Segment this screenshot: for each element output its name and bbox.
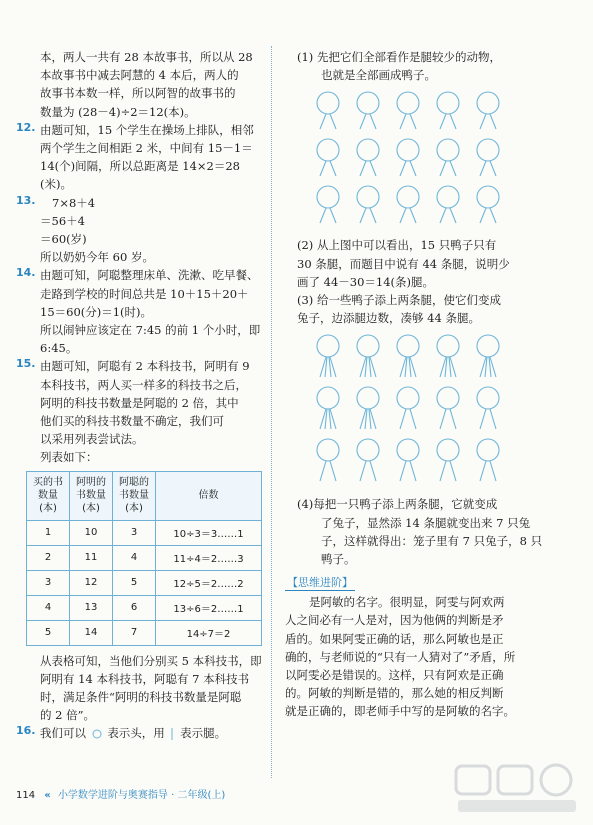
- text-line: 由题可知，阿聪有 2 本科技书，阿明有 9: [40, 359, 250, 374]
- table-cell: 10: [70, 520, 113, 545]
- page-number: 114: [16, 790, 36, 801]
- table-cell: 11÷4＝2……3: [156, 545, 262, 570]
- text-line: 是阿敏的名字。很明显，阿雯与阿欢两: [309, 595, 505, 610]
- table-cell: 7: [113, 620, 156, 645]
- rabbit-figure: [397, 335, 419, 377]
- text-line: (米)。: [40, 177, 72, 192]
- text-line: 本，两人一共有 28 本故事书，所以从 28: [40, 50, 253, 64]
- text-line: 故事书本数一样，所以阿智的故事书的: [40, 86, 236, 101]
- rabbit-figure: [437, 335, 459, 377]
- question-number: 13.: [16, 193, 36, 207]
- question-12: [16, 121, 266, 194]
- duck-figure: [437, 139, 459, 176]
- table-cell: 12: [70, 570, 113, 595]
- duck-figure: [477, 139, 499, 176]
- table-cell: 11: [70, 545, 113, 570]
- text-line: 由题可知，15 个学生在操场上排队，相邻: [40, 122, 254, 137]
- table-cell: 12÷5＝2……2: [156, 570, 262, 595]
- table-header: 买的书 数量 (本): [27, 471, 70, 520]
- text-line: 本科技书，两人买一样多的科技书之后，: [40, 377, 247, 392]
- table-cell: 13÷6＝2……1: [156, 595, 262, 620]
- duck-figure: [397, 92, 419, 129]
- question-13: [16, 194, 266, 267]
- text-line: 阿明有 14 本科技书，阿聪有 7 本科技书: [40, 671, 250, 686]
- text-line: 他们买的科技书数量不确定，我们可: [40, 414, 224, 429]
- text-fragment: 表示头，用: [107, 726, 165, 741]
- rabbit-figure: [357, 387, 379, 429]
- trial-table: [26, 471, 262, 646]
- table-row: [27, 545, 262, 570]
- ducks-and-rabbits-figure: [303, 331, 513, 491]
- table-cell: 1: [27, 520, 70, 545]
- table-cell: 3: [113, 520, 156, 545]
- text-line: 15＝60(分)＝1(时)。: [40, 304, 153, 319]
- table-cell: 14÷7＝2: [156, 620, 262, 645]
- table-header: 阿明的 书数量 (本): [70, 471, 113, 520]
- text-line: 时，满足条件“阿明的科技书数量是阿聪: [40, 690, 242, 705]
- text-line: 也就是全部画成鸭子。: [321, 68, 436, 83]
- duck-figure: [477, 387, 499, 429]
- text-line: [40, 724, 266, 742]
- rabbit-figure: [357, 335, 379, 377]
- duck-figure: [317, 439, 339, 481]
- text-line: 6:45。: [40, 341, 78, 356]
- question-16: [16, 724, 266, 742]
- table-row: [27, 570, 262, 595]
- text-line: 了兔子，显然添 14 条腿就变出来 7 只兔: [321, 515, 531, 530]
- table-cell: 10÷3＝3……1: [156, 520, 262, 545]
- table-row: [27, 520, 262, 545]
- duck-figure: [477, 439, 499, 481]
- text-line: 列表如下：: [40, 450, 98, 465]
- text-line: 从表格可知，当他们分别买 5 本科技书，即: [40, 653, 262, 668]
- question-number: 12.: [16, 120, 36, 134]
- text-line: 以阿雯必是错误的。这样，只有阿欢是正确: [285, 668, 504, 683]
- duck-figure: [317, 186, 339, 223]
- text-line: 所以闹钟应该定在 7:45 的前 1 个小时，即: [40, 323, 261, 338]
- text-line: 的。阿敏的判断是错的，那么她的相反判断: [285, 686, 504, 701]
- table-cell: 3: [27, 570, 70, 595]
- text-line: 本故事书中减去阿慧的 4 本后，两人的: [40, 68, 239, 83]
- text-line: ＝56＋4: [40, 213, 85, 228]
- text-line: ＝60(岁): [40, 232, 87, 247]
- duck-figure: [397, 387, 419, 429]
- text-line: (2) 从上图中可以看出，15 只鸭子只有: [297, 238, 497, 253]
- table-header: 阿聪的 书数量 (本): [113, 471, 156, 520]
- question-number: 16.: [16, 724, 36, 738]
- table-cell: 5: [27, 620, 70, 645]
- duck-figure: [437, 439, 459, 481]
- text-line: (4)每把一只鸭子添上两条腿，它就变成: [297, 497, 498, 512]
- right-column: [285, 48, 577, 721]
- ducks-figure: [303, 88, 513, 232]
- text-line: 鸭子。: [321, 552, 356, 567]
- leg-symbol-icon: [168, 728, 176, 740]
- rabbit-figure: [317, 335, 339, 377]
- text-line: 阿明的科技书数量是阿聪的 2 倍，其中: [40, 395, 239, 410]
- duck-figure: [317, 92, 339, 129]
- text-line: 所以奶奶今年 60 岁。: [40, 250, 154, 265]
- text-line: 画了 44－30＝14(条)腿。: [297, 274, 435, 289]
- duck-figure: [477, 92, 499, 129]
- table-cell: 4: [27, 595, 70, 620]
- text-line: (1) 先把它们全部看作是腿较少的动物，: [297, 50, 501, 64]
- table-header: 倍数: [156, 471, 262, 520]
- table-cell: 14: [70, 620, 113, 645]
- duck-figure: [397, 186, 419, 223]
- question-14: [16, 266, 266, 357]
- duck-figure: [357, 92, 379, 129]
- page-footer: [16, 786, 225, 801]
- book-title: 小学数学进阶与奥赛指导 · 二年级(上): [57, 790, 226, 801]
- table-header-row: [27, 471, 262, 520]
- text-line: (3) 给一些鸭子添上两条腿，使它们变成: [297, 293, 501, 308]
- duck-figure: [357, 439, 379, 481]
- text-line: 7×8＋4: [52, 195, 96, 210]
- table-conclusion: [16, 652, 266, 725]
- table-cell: 13: [70, 595, 113, 620]
- text-line: 由题可知，阿聪整理床单、洗漱、吃早餐、: [40, 268, 259, 283]
- table-row: [27, 620, 262, 645]
- duck-figure: [397, 439, 419, 481]
- text-line: 人之间必有一人是对，因为他俩的判断是矛: [285, 613, 504, 628]
- duck-figure: [317, 139, 339, 176]
- rabbit-figure: [477, 335, 499, 377]
- left-column: [16, 48, 266, 743]
- table-cell: 5: [113, 570, 156, 595]
- table-row: [27, 595, 262, 620]
- text-fragment: 表示腿。: [180, 726, 227, 741]
- table-cell: 2: [27, 545, 70, 570]
- duck-figure: [437, 387, 459, 429]
- duck-figure: [397, 139, 419, 176]
- text-line: 子，这样就得出：笼子里有 7 只兔子，8 只: [321, 533, 543, 548]
- chevron-left-icon: «: [44, 790, 51, 801]
- head-symbol-icon: [90, 729, 104, 739]
- text-fragment: 我们可以: [40, 726, 86, 741]
- watermark-logo: [452, 760, 582, 816]
- text-line: 盾的。如果阿雯正确的话，那么阿敏也是正: [285, 631, 504, 646]
- rabbit-figure: [317, 387, 339, 429]
- text-line: 30 条腿，而题目中说有 44 条腿，说明少: [297, 256, 510, 271]
- text-line: 兔子，边添腿边数，凑够 44 条腿。: [297, 311, 480, 326]
- column-divider: [271, 46, 272, 778]
- question-number: 15.: [16, 357, 36, 371]
- text-line: 14(个)间隔，所以总距离是 14×2＝28: [40, 159, 240, 174]
- duck-figure: [437, 186, 459, 223]
- text-line: 就是正确的，即老师手中写的是阿敏的名字。: [285, 704, 515, 719]
- text-line: 确的，与老师说的“只有一人猜对了”矛盾，所: [285, 649, 516, 664]
- text-line: 走路到学校的时间总共是 10＋15＋20＋: [40, 286, 249, 301]
- duck-figure: [357, 186, 379, 223]
- duck-figure: [437, 92, 459, 129]
- question-number: 14.: [16, 266, 36, 280]
- section-tag: 【思维进阶】: [287, 576, 353, 590]
- question-15: [16, 357, 266, 466]
- table-cell: 6: [113, 595, 156, 620]
- text-line: 以采用列表尝试法。: [40, 432, 144, 447]
- duck-figure: [357, 139, 379, 176]
- table-cell: 4: [113, 545, 156, 570]
- text-line: 两个学生之间相距 2 米，中间有 15－1＝: [40, 141, 253, 156]
- text-line: 数量为 (28－4)÷2＝12(本)。: [40, 104, 196, 119]
- duck-figure: [477, 186, 499, 223]
- text-line: 的 2 倍”。: [40, 708, 96, 723]
